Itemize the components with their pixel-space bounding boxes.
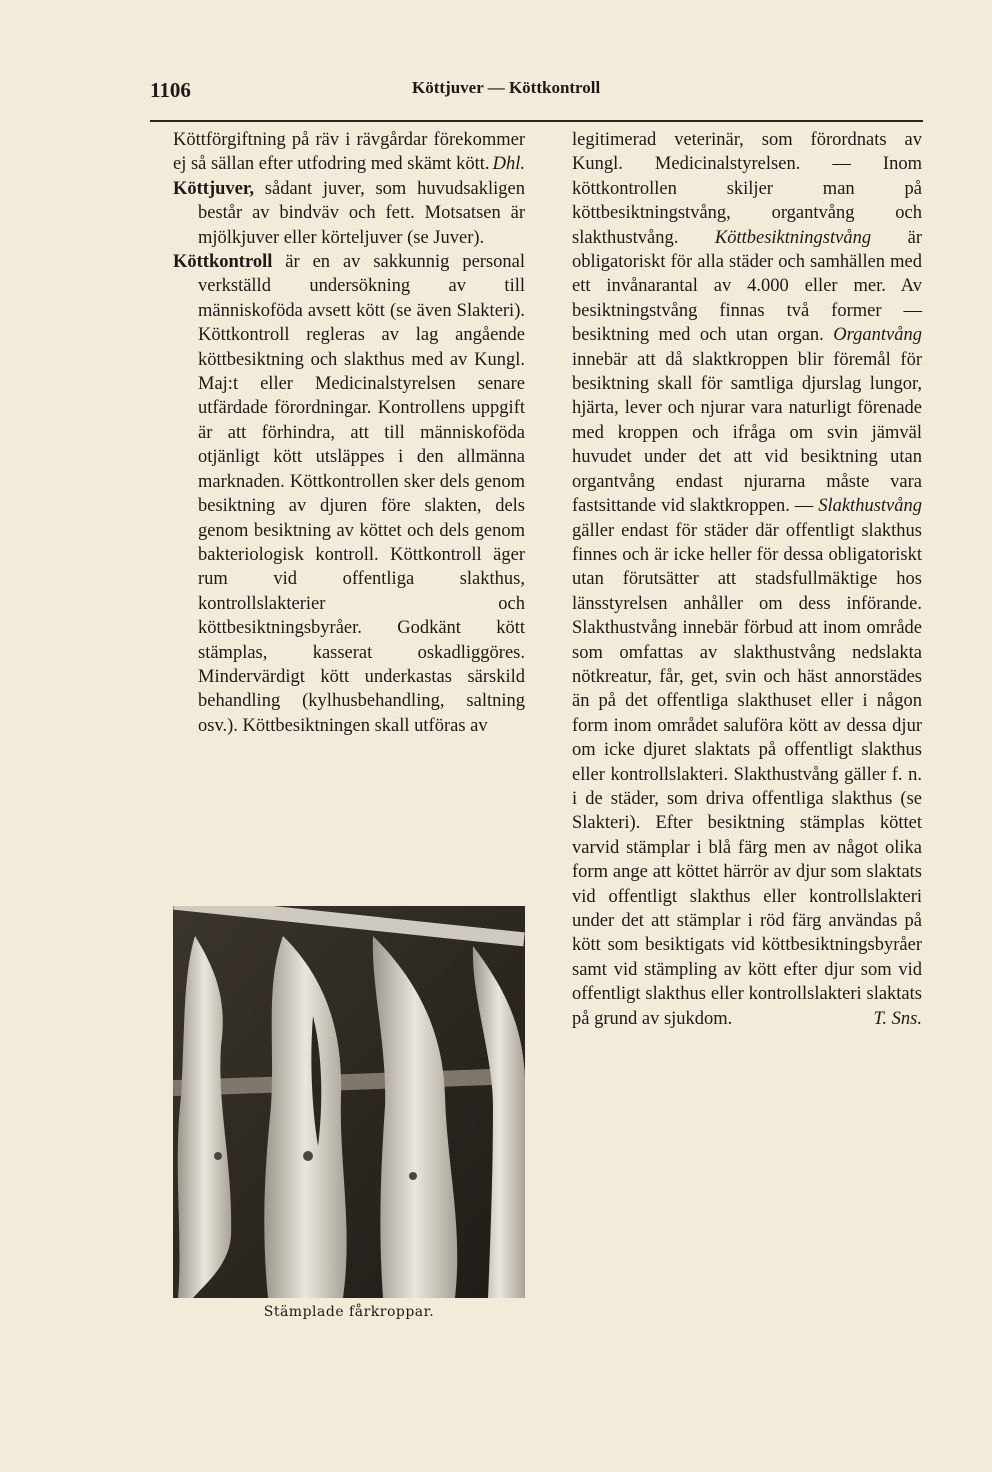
page-number: 1106 — [150, 78, 191, 102]
running-title: Köttjuver — Köttkontroll — [412, 78, 601, 97]
right-column — [572, 128, 922, 1031]
continuation-signature: Dhl. — [492, 154, 525, 175]
right-text-part2: är obligatoriskt för alla städer och samhällen med ett invånarantal av 4.000 eller mer. Av besiktningstvång finnas två former — besiktning med och utan organ. — [572, 227, 922, 346]
entry-text-kottjuver: sådant juver, som huvudsakligen består av bindväv och fett. Motsatsen är mjölkjuver eller körteljuver (se Juver). — [198, 178, 525, 248]
carcass-illustration — [173, 906, 525, 1298]
photo-stamped-carcasses — [173, 906, 525, 1298]
page-header — [150, 74, 920, 106]
article-signature: T. Sns. — [873, 1008, 922, 1029]
continuation-text: Köttförgiftning på räv i rävgårdar förekommer ej så sällan efter utfodring med skämt kött. — [173, 130, 525, 175]
entry-text-kottkontroll: är en av sakkunnig personal verkställd undersökning av till människoföda avsett kött (se även Slakteri). Köttkontroll regleras av lag angående köttbesiktning och slakthus med av Kungl. Maj:t eller Medicinalstyrelsen senare utfärdade förordningar. Kontrollens uppgift är att förhindra, att till människoföda otjänligt kött utsläppes i den allmänna marknaden. Köttkontrollen sker dels genom besiktning av djuren före slakten, dels genom besiktning av köttet och dels genom bakteriologisk kontroll. Köttkontroll äger rum vid offentliga slakthus, kontrollslakterier och köttbesiktningsbyråer. Godkänt kött stämplas, kasserat oskadliggöres. Mindervärdigt kött underkastas särskild behandling (kylhusbehandling, saltning osv.). Köttbesiktningen skall utföras av — [198, 252, 525, 736]
header-rule — [150, 120, 923, 122]
right-column-text — [572, 128, 922, 1031]
right-text-part1: legitimerad veterinär, som förordnats av Kungl. Medicinalstyrelsen. — Inom köttkontrollen skiljer man på köttbesiktningstvång, organtvång och slakthustvång. — [572, 130, 922, 248]
entry-kottkontroll — [173, 250, 525, 738]
figure-caption: Stämplade fårkroppar. — [263, 1304, 435, 1320]
continuation-paragraph — [173, 128, 525, 177]
entry-kottjuver — [173, 177, 525, 250]
entry-term-kottkontroll: Köttkontroll — [173, 252, 273, 273]
left-column — [173, 128, 525, 738]
term-organtvang: Organtvång — [833, 325, 922, 346]
term-kottbesiktningstvang: Köttbesiktningstvång — [714, 227, 872, 248]
right-text-part3: innebär att då slaktkroppen blir föremål för besiktning skall för samtliga djurslag lungor, hjärta, lever och njurar vara naturligt förenade med kroppen och ifråga om svin jämväl huvudet under det att vid besiktning utan organtvång endast njurarna måste vara fastsittande vid slaktkroppen. — — [572, 349, 922, 517]
term-slakthustvang: Slakthustvång — [818, 496, 922, 517]
entry-term-kottjuver: Köttjuver, — [173, 178, 255, 199]
right-text-part4: gäller endast för städer där offentligt slakthus finnes och är icke heller för dessa obligatoriskt utan förutsätter att stadsfullmäktige hos länsstyrelsen anhåller om dess införande. Slakthustvång innebär förbud att inom område som omfattas av slakthustvång nedslakta nötkreatur, får, get, svin och häst annorstädes än på det offentliga slakthuset eller i någon form inom området saluföra kött av dessa djur om icke djuret slaktats på offentligt slakthus eller kontrollslakteri. Slakthustvång gäller f. n. i de städer, som driva offentliga slakthus (se Slakteri). Efter besiktning stämplas köttet varvid stämplar i blå färg men av något olika form ange att köttet härrör av djur som slaktats vid offentligt slakthus eller kontrollslakteri under det att stämplar i röd färg användas på kött som besiktigats vid köttbesiktningsbyråer samt vid stämpling av kött efter djur som vid offentligt slakthus eller kontrollslakteri slaktats på grund av sjukdom. — [572, 520, 922, 1029]
